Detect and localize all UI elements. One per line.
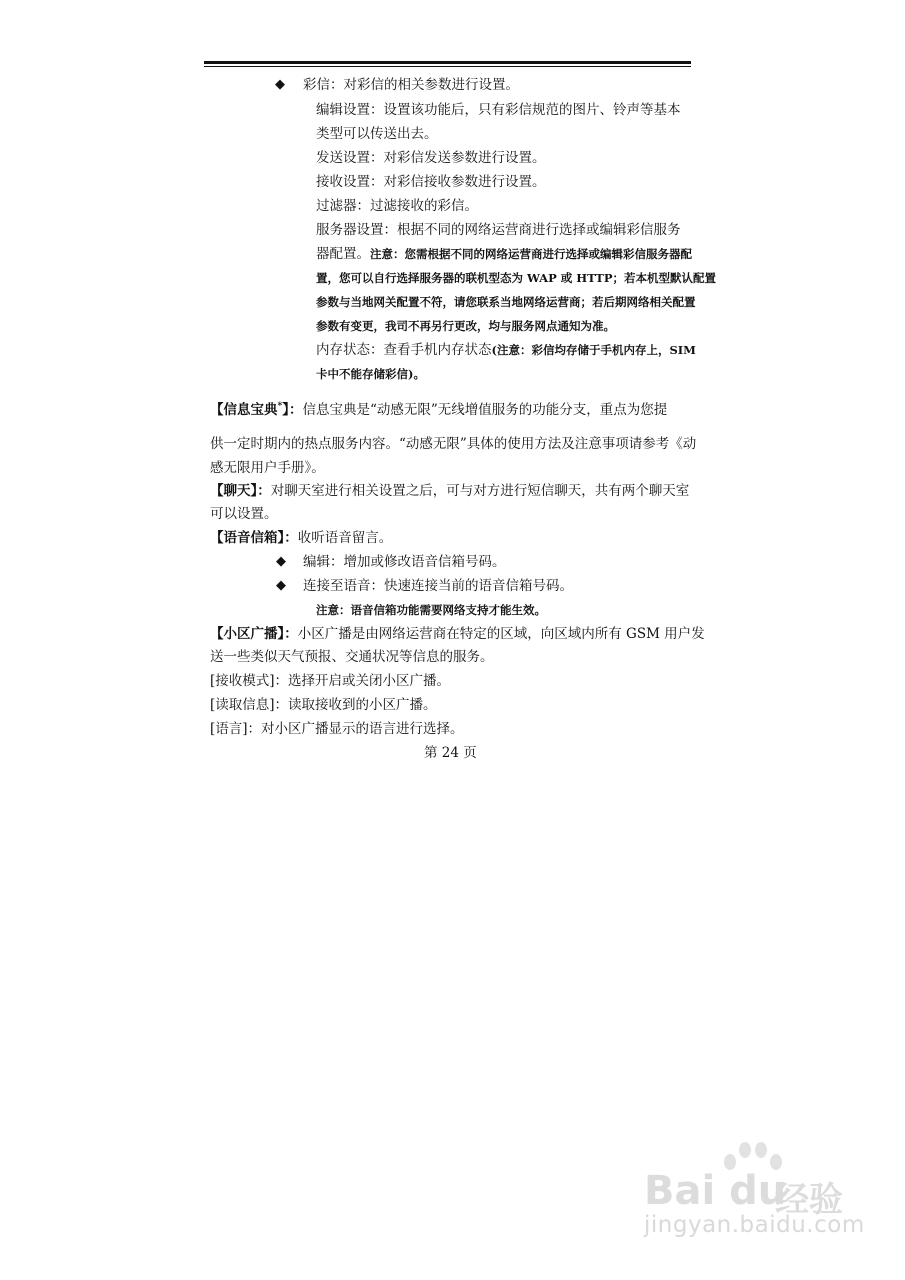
voicemail-text: 收听语音留言。 [297, 530, 393, 546]
mms-memory-note-line-2: 卡中不能存储彩信)。 [316, 367, 425, 381]
watermark-url: jingyan.baidu.com [644, 1212, 865, 1238]
mms-edit-line-1: 编辑设置：设置该功能后，只有彩信规范的图片、铃声等基本 [316, 102, 681, 118]
voicemail-item-edit: 编辑：增加或修改语音信箱号码。 [303, 554, 506, 570]
voicemail-item-connect: 连接至语音：快速连接当前的语音信箱号码。 [303, 578, 573, 594]
cell-read-info: [读取信息]：读取接收到的小区广播。 [210, 697, 437, 713]
info-line-2: 供一定时期内的热点服务内容。“动感无限”具体的使用方法及注意事项请参考《动 [210, 436, 697, 452]
voicemail-line [210, 529, 392, 547]
header-rule-thin [204, 66, 691, 67]
cell-text-1: 小区广播是由网络运营商在特定的区域，向区域内所有 GSM 用户发 [297, 626, 705, 642]
mms-recv-settings: 接收设置：对彩信接收参数进行设置。 [316, 174, 546, 190]
voicemail-note: 注意：语音信箱功能需要网络支持才能生效。 [316, 603, 546, 617]
chat-text-1: 对聊天室进行相关设置之后，可与对方进行短信聊天，共有两个聊天室 [270, 483, 690, 499]
chat-line-2: 可以设置。 [210, 506, 278, 522]
mms-server-note-line-5: 参数有变更，我司不再另行更改，均与服务网点通知为准。 [316, 319, 615, 333]
mms-server-note: 注意：您需根据不同的网络运营商进行选择或编辑彩信服务器配 [370, 247, 692, 261]
mms-send-settings: 发送设置：对彩信发送参数进行设置。 [316, 150, 546, 166]
mms-server-note-line-3: 置，您可以自行选择服务器的联机型态为 WAP 或 HTTP；若本机型默认配置 [316, 271, 716, 285]
mms-server-line-1: 服务器设置：根据不同的网络运营商进行选择或编辑彩信服务 [316, 222, 681, 238]
info-title: 【信息宝典 [210, 402, 278, 418]
mms-filter: 过滤器：过滤接收的彩信。 [316, 198, 478, 214]
mms-memory-note: (注意：彩信均存储于手机内存上，SIM [491, 343, 696, 357]
mms-memory-text: 内存状态：查看手机内存状态 [316, 342, 492, 358]
mms-server-text: 器配置。 [316, 246, 370, 262]
mms-edit-line-2: 类型可以传送出去。 [316, 126, 438, 142]
cell-receive-mode: [接收模式]：选择开启或关闭小区广播。 [210, 673, 451, 689]
cell-line-1 [210, 625, 705, 643]
page-number: 第 24 页 [424, 745, 477, 761]
header-rule-thick [204, 61, 691, 64]
cell-line-2: 送一些类似天气预报、交通状况等信息的服务。 [210, 649, 494, 665]
info-line-3: 感无限用户手册》。 [210, 460, 325, 476]
cell-language: [语言]：对小区广播显示的语言进行选择。 [210, 721, 464, 737]
bullet-diamond: ◆ [276, 554, 286, 569]
watermark-logo: Bai du [644, 1168, 787, 1214]
mms-server-note-line-4: 参数与当地网关配置不符，请您联系当地网络运营商；若后期网络相关配置 [316, 295, 696, 309]
info-star: * [277, 401, 283, 412]
mms-server-line-2 [316, 245, 692, 263]
info-text-1: 信息宝典是“动感无限”无线增值服务的功能分支，重点为您提 [302, 402, 668, 418]
voicemail-title: 【语音信箱】： [210, 530, 298, 546]
info-line-1 [210, 401, 667, 419]
cell-title: 【小区广播】： [210, 626, 298, 642]
mms-memory-line-1 [316, 341, 696, 359]
watermark-cn: 经验 [775, 1180, 843, 1220]
bullet-diamond: ◆ [276, 578, 286, 593]
mms-heading: 彩信：对彩信的相关参数进行设置。 [303, 77, 519, 93]
chat-title: 【聊天】： [210, 483, 271, 499]
info-title-end: 】： [282, 402, 303, 418]
chat-line-1 [210, 482, 689, 500]
bullet-diamond: ◆ [275, 77, 285, 92]
